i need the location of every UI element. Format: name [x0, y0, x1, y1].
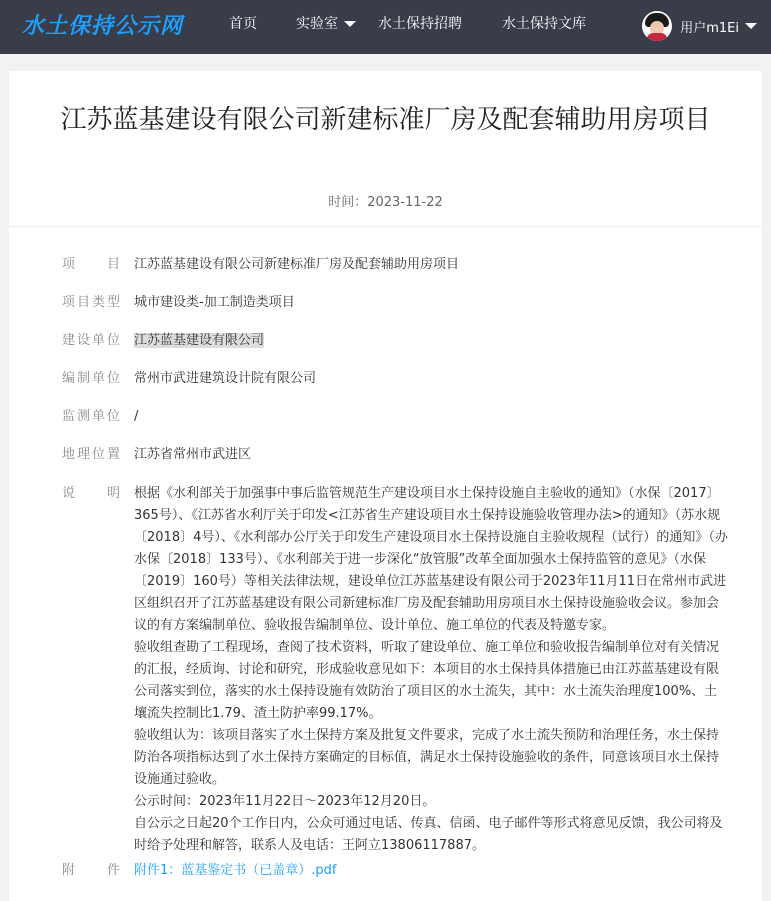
divider [9, 226, 762, 227]
description-paragraph: 验收组查勘了工程现场，查阅了技术资料，听取了建设单位、施工单位和验收报告编制单位对有关情况的汇报，经质询、讨论和研究，形成验收意见如下：本项目的水土保持具体措施已由江苏蓝基建设有限公司落实到位，落实的水土保持设施有效防治了项目区的水土流失，其中：水土流失治理度100%、土壤流失控制比1.79、渣土防护率99.17%。 [134, 640, 720, 721]
nav-recruitment[interactable] [378, 0, 462, 54]
page-title: 江苏蓝基建设有限公司新建标准厂房及配套辅助用房项目 [60, 105, 711, 135]
field-label: 编制单位 [62, 371, 120, 386]
attachment-link[interactable]: 附件1：蓝基鉴定书（已盖章）.pdf [134, 863, 337, 878]
highlighted-text: 江苏蓝基建设有限公司 [134, 333, 265, 348]
description-paragraph: 公示时间：2023年11月22日～2023年12月20日。 [134, 794, 436, 809]
description-paragraph: 根据《水利部关于加强事中事后监管规范生产建设项目水土保持设施自主验收的通知》（水保〔2017〕365号）、《江苏省水利厅关于印发<江苏省生产建设项目水土保持设施验收管理办法>的通知》（苏水规〔2018〕4号）、《水利部办公厅关于印发生产建设项目水土保持设施自主验收规程（试行）的通知》（办水保〔2018〕133号）、《水利部关于进一步深化“放管服”改革全面加强水土保持监管的意见》（水保〔2019〕160号）等相关法律法规，建设单位江苏蓝基建设有限公司于2023年11月11日在常州市武进区组织召开了江苏蓝基建设有限公司新建标准厂房及配套辅助用房项目水土保持设施验收会议。参加会议的有方案编制单位、验收报告编制单位、设计单位、施工单位的代表及特邀专家。 [134, 486, 728, 633]
description-paragraph: 自公示之日起20个工作日内，公众可通过电话、传真、信函、电子邮件等形式将意见反馈，我公司将及时给予处理和解答，联系人及电话：王阿立13806117887。 [134, 816, 723, 853]
nav-library-label: 水土保持文库 [502, 16, 586, 32]
field-value [134, 330, 730, 352]
field-label: 监测单位 [62, 409, 120, 424]
top-navbar [0, 0, 771, 54]
field-label: 项目类型 [62, 295, 120, 310]
nav-recruitment-label: 水土保持招聘 [378, 16, 462, 32]
chevron-down-icon [745, 23, 757, 29]
field-value: 江苏蓝基建设有限公司新建标准厂房及配套辅助用房项目 [134, 257, 460, 272]
chevron-down-icon [344, 21, 356, 27]
field-label: 建设单位 [62, 333, 120, 348]
field-value: 江苏省常州市武进区 [134, 447, 252, 462]
user-menu[interactable] [642, 8, 757, 44]
nav-lab[interactable] [296, 0, 356, 54]
site-logo[interactable]: 水土保持公示网 [22, 14, 184, 39]
field-value: 常州市武进建筑设计院有限公司 [134, 371, 317, 386]
description-text [134, 483, 730, 857]
publish-time: 时间：2023-11-22 [328, 195, 443, 210]
field-label: 项目 [62, 257, 120, 272]
description-paragraph: 验收组认为：该项目落实了水土保持方案及批复文件要求，完成了水土流失预防和治理任务，水土保持防治各项指标达到了水土保持方案确定的目标值，满足水土保持设施验收的条件，同意该项目水土保持设施通过验收。 [134, 728, 720, 787]
nav-library[interactable] [502, 0, 586, 54]
article-card [9, 71, 762, 901]
field-value: 城市建设类-加工制造类项目 [134, 295, 295, 310]
nav-lab-label: 实验室 [296, 16, 338, 32]
field-label: 说明 [62, 486, 120, 501]
field-label: 地理位置 [62, 447, 120, 462]
nav-home-label: 首页 [229, 16, 257, 32]
field-value: / [134, 409, 139, 424]
avatar[interactable] [642, 11, 672, 41]
username: 用户m1Ei [680, 20, 739, 36]
nav-home[interactable] [229, 0, 257, 54]
field-label: 附件 [62, 863, 120, 878]
